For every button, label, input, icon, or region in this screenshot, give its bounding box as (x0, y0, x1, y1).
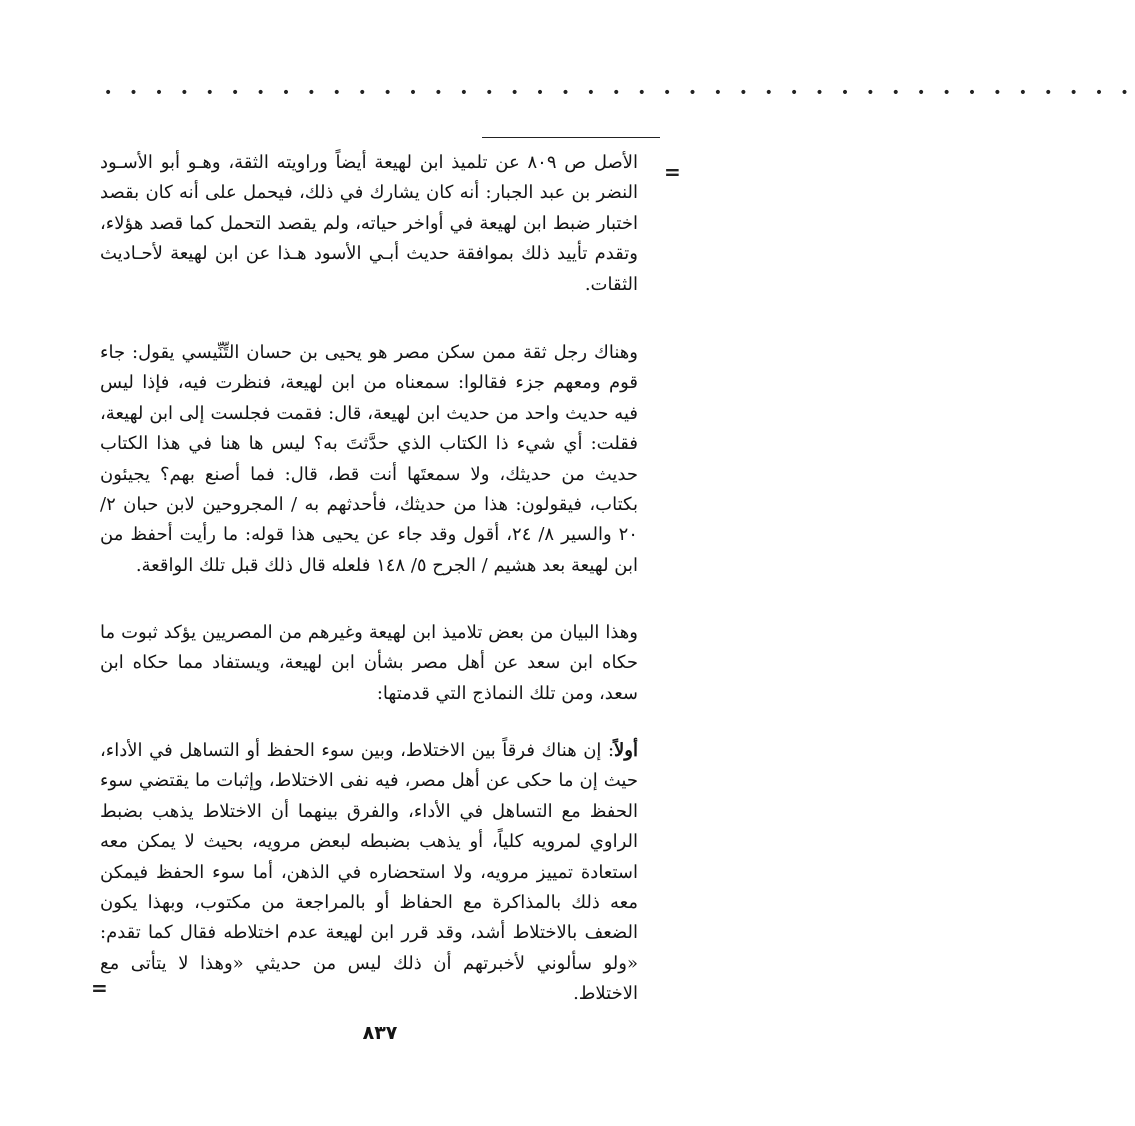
paragraph-4-lead: أولاً (614, 740, 638, 761)
paragraph-2: وهناك رجل ثقة ممن سكن مصر هو يحيى بن حسان التِّنِّيسي يقول: جاء قوم ومعهم جزء فقالوا: سمعناه من ابن لهيعة، فنظرت فيه، فإذا ليس فيه حديث واحد من حديث ابن لهيعة، قال: فقمت فجلست إلى ابن لهيعة، فقلت: أي شيء ذا الكتاب الذي حدَّثتَ به؟ ليس ها هنا في هذا الكتاب حديث من حديثك، ولا سمعتَها أنت قط، قال: فما أصنع بهم؟ يجيئون بكتاب، فيقولون: هذا من حديثك، فأحدثهم به / المجروحين لابن حبان ٢/ ٢٠ والسير ٨/ ٢٤، أقول وقد جاء عن يحيى هذا قوله: ما رأيت أحفظ من ابن لهيعة بعد هشيم / الجرح ٥/ ١٤٨ فلعله قال ذلك قبل تلك الواقعة. (100, 342, 638, 576)
footnote-rule (482, 137, 660, 138)
dotted-separator: • • • • • • • • • • • • • • • • • • • • • • • • • • • • • • • • • • • • • • • • • (104, 85, 1135, 101)
paragraph-4-body: : إن هناك فرقاً بين الاختلاط، وبين سوء الحفظ أو التساهل في الأداء، حيث إن ما حكى عن أهل مصر، فيه نفى الاختلاط، وإثبات ما يقتضي سوء الحفظ مع التساهل في الأداء، والفرق بينهما أن الاختلاط يذهب بضبط الراوي لمرويه كلياً، أو يذهب بضبطه لبعض مرويه، بحيث لا يمكن معه استعادة تمييز مرويه، ولا استحضاره في الذهن، أما سوء الحفظ فيمكن معه ذلك بالمذاكرة مع الحفاظ أو بالمراجعة من مكتوب، وبهذا يكون الضعف بالاختلاط أشد، وقد قرر ابن لهيعة عدم اختلاطه فقال كما تقدم: «ولو سألوني لأخبرتهم أن ذلك ليس من حديثي «وهذا لا يتأتى مع الاختلاط. (100, 740, 638, 1005)
page-number: ٨٣٧ (362, 1022, 398, 1044)
continuation-mark-top: = (664, 160, 681, 184)
paragraph-1: الأصل ص ٨٠٩ عن تلميذ ابن لهيعة أيضاً وراويته الثقة، وهـو أبو الأسـود النضر بن عبد الجبار: أنه كان يشارك في ذلك، فيحمل على أنه كان بقصد اختبار ضبط ابن لهيعة في أواخر حياته، ولم يقصد التحمل كما قصد هؤلاء، وتقدم تأييد ذلك بموافقة حديث أبـي الأسود هـذا عن ابن لهيعة لأحـاديث الثقات. (100, 152, 638, 295)
paragraph-4 (100, 736, 638, 1010)
paragraph-3: وهذا البيان من بعض تلاميذ ابن لهيعة وغيرهم من المصريين يؤكد ثبوت ما حكاه ابن سعد عن أهل مصر بشأن ابن لهيعة، ويستفاد مما حكاه ابن سعد، ومن تلك النماذج التي قدمتها: (100, 622, 638, 704)
continuation-mark-bottom: = (91, 976, 108, 1000)
